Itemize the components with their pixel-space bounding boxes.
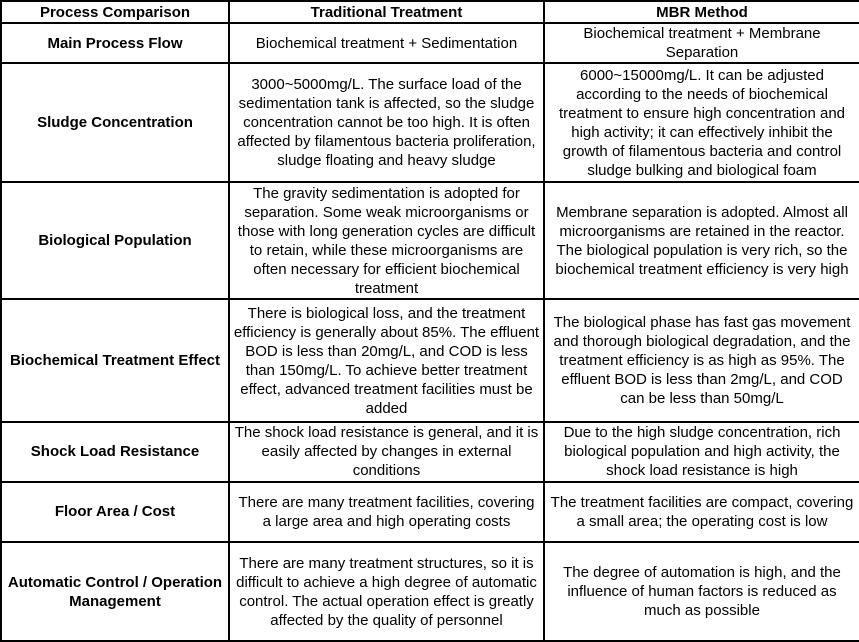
cell-mbr: The treatment facilities are compact, covering a small area; the operating cost is low bbox=[544, 482, 859, 542]
header-traditional-treatment: Traditional Treatment bbox=[229, 1, 544, 23]
row-label: Biological Population bbox=[1, 182, 229, 299]
cell-traditional: The shock load resistance is general, and it is easily affected by changes in external conditions bbox=[229, 422, 544, 481]
table-row-main-process-flow bbox=[1, 23, 859, 63]
row-label: Shock Load Resistance bbox=[1, 422, 229, 481]
cell-mbr: Biochemical treatment + Membrane Separation bbox=[544, 23, 859, 63]
cell-traditional: The gravity sedimentation is adopted for separation. Some weak microorganisms or those with long generation cycles are difficult to retain, while these microorganisms are often necessary for efficient biochemical treatment bbox=[229, 182, 544, 299]
table-header bbox=[1, 1, 859, 23]
cell-traditional: There is biological loss, and the treatment efficiency is generally about 85%. The effluent BOD is less than 20mg/L, and COD is less than 150mg/L. To achieve better treatment effect, advanced treatment facilities must be added bbox=[229, 299, 544, 422]
cell-mbr: The degree of automation is high, and the influence of human factors is reduced as much as possible bbox=[544, 542, 859, 641]
header-row bbox=[1, 1, 859, 23]
header-mbr-method: MBR Method bbox=[544, 1, 859, 23]
row-label: Floor Area / Cost bbox=[1, 482, 229, 542]
cell-traditional: There are many treatment facilities, covering a large area and high operating costs bbox=[229, 482, 544, 542]
cell-traditional: There are many treatment structures, so it is difficult to achieve a high degree of automatic control. The actual operation effect is greatly affected by the quality of personnel bbox=[229, 542, 544, 641]
table-row-shock-load-resistance bbox=[1, 422, 859, 481]
table-row-biochemical-treatment-effect bbox=[1, 299, 859, 422]
row-label: Sludge Concentration bbox=[1, 63, 229, 182]
cell-traditional: 3000~5000mg/L. The surface load of the sedimentation tank is affected, so the sludge concentration cannot be too high. It is often affected by filamentous bacteria proliferation, sludge floating and heavy sludge bbox=[229, 63, 544, 182]
table-row-floor-area-cost bbox=[1, 482, 859, 542]
cell-mbr: 6000~15000mg/L. It can be adjusted according to the needs of biochemical treatment to ensure high concentration and high activity; it can effectively inhibit the growth of filamentous bacteria and control sludge bulking and biological foam bbox=[544, 63, 859, 182]
cell-traditional: Biochemical treatment + Sedimentation bbox=[229, 23, 544, 63]
table-row-sludge-concentration bbox=[1, 63, 859, 182]
header-process-comparison: Process Comparison bbox=[1, 1, 229, 23]
table-row-biological-population bbox=[1, 182, 859, 299]
cell-mbr: The biological phase has fast gas movement and thorough biological degradation, and the treatment efficiency is as high as 95%. The effluent BOD is less than 2mg/L, and COD can be less than 50mg/L bbox=[544, 299, 859, 422]
cell-mbr: Due to the high sludge concentration, rich biological population and high activity, the shock load resistance is high bbox=[544, 422, 859, 481]
table-body bbox=[1, 23, 859, 641]
row-label: Automatic Control / Operation Management bbox=[1, 542, 229, 641]
cell-mbr: Membrane separation is adopted. Almost all microorganisms are retained in the reactor. The biological population is very rich, so the biochemical treatment efficiency is very high bbox=[544, 182, 859, 299]
table-row-automatic-control-operation-management bbox=[1, 542, 859, 641]
row-label: Biochemical Treatment Effect bbox=[1, 299, 229, 422]
row-label: Main Process Flow bbox=[1, 23, 229, 63]
